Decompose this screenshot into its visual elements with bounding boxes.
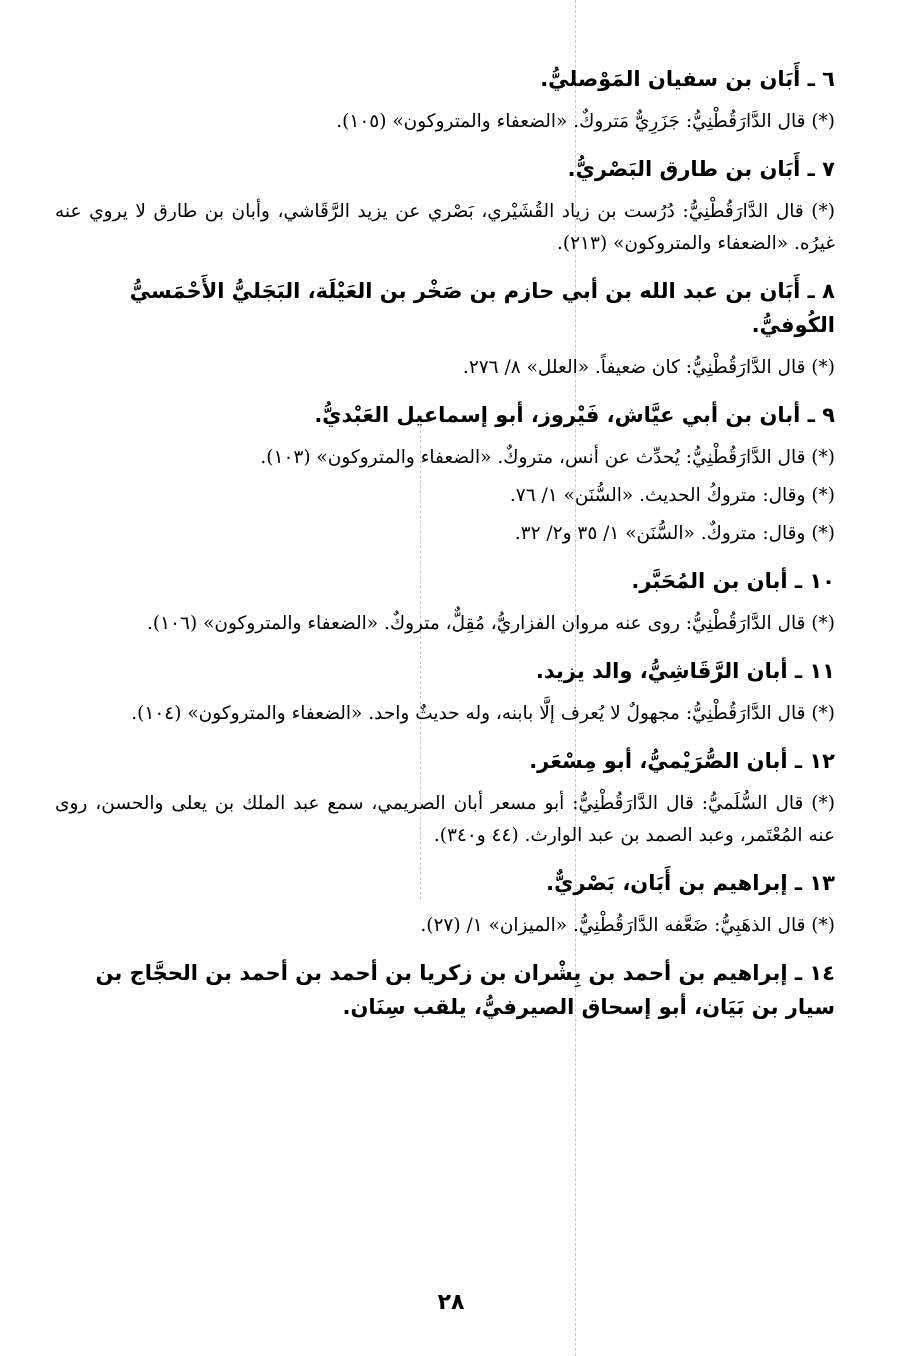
narrator-entry <box>55 654 835 730</box>
narrator-entry <box>55 62 835 138</box>
entry-citation: (*) قال الدَّارَقُطْنِيُّ: جَزَرِيٌّ مَتروكٌ. «الضعفاء والمتروكون» (١٠٥). <box>336 111 835 132</box>
entry-heading: ١٠ ـ أبان بن المُحَبَّر. <box>631 569 835 593</box>
entry-citation: (*) وقال: متروكٌ. «السُّنَن» ١/ ٣٥ و٢/ ٣٢. <box>514 523 835 544</box>
entry-citation: (*) قال السُّلَميُّ: قال الدَّارَقُطْنِيُّ: أبو مسعر أبان الصريمي، سمع عبد الملك بن يعلى والحسن، روى عنه المُعْتَمر، وعبد الصمد بن عبد الوارث. (٤٤ و٣٤٠). <box>55 793 835 846</box>
entry-heading: ٧ ـ أَبَان بن طارق البَصْريُّ. <box>567 157 835 181</box>
entry-citation: (*) قال الدَّارَقُطْنِيُّ: روى عنه مروان الفزاريُّ، مُقِلٌّ، متروكٌ. «الضعفاء والمتروكون» (١٠٦). <box>147 613 835 634</box>
narrator-entry <box>55 152 835 260</box>
narrator-entry <box>55 866 835 942</box>
entry-citation: (*) قال الدَّارَقُطْنِيُّ: يُحدِّث عن أنس، متروكٌ. «الضعفاء والمتروكون» (١٠٣). <box>260 447 835 468</box>
page-number: ٢٨ <box>437 1290 465 1315</box>
entry-heading: ١١ ـ أبان الرَّقَاشِيُّ، والد يزيد. <box>535 659 835 683</box>
narrator-entry <box>55 956 835 1024</box>
entry-heading: ١٤ ـ إبراهيم بن أحمد بن بِشْران بن زكريا بن أحمد بن أحمد بن الحجَّاج بن سيار بن بَيَان، أبو إسحاق الصيرفيُّ، يلقب سِنَان. <box>95 961 835 1019</box>
entry-citation: (*) وقال: متروكُ الحديث. «السُّنَن» ١/ ٧٦. <box>509 485 835 506</box>
narrator-entry <box>55 744 835 852</box>
entry-citation: (*) قال الذهَبِيُّ: ضَعَّفه الدَّارَقُطْنِيُّ. «الميزان» ١/ (٢٧). <box>420 915 835 936</box>
entry-citation: (*) قال الدَّارَقُطْنِيُّ: دُرُست بن زياد القُشَيْري، بَصْري عن يزيد الرَّقَاشي، وأبان بن طارق لا يروي عنه غيرُه. «الضعفاء والمتروكون» (٢١٣). <box>55 201 835 254</box>
entry-heading: ٦ ـ أَبَان بن سفيان المَوْصليُّ. <box>540 67 835 91</box>
entry-heading: ٨ ـ أَبَان بن عبد الله بن أبي حازم بن صَخْر بن العَيْلَة، البَجَليُّ الأَحْمَسيُّ الكُوفيُّ. <box>129 279 835 337</box>
entry-citation: (*) قال الدَّارَقُطْنِيُّ: مجهولٌ لا يُعرف إلَّا بابنه، وله حديثٌ واحد. «الضعفاء والمتروكون» (١٠٤). <box>131 703 835 724</box>
entry-heading: ١٢ ـ أبان الصُّرَيْميُّ، أبو مِسْعَر. <box>529 749 835 773</box>
narrator-entry <box>55 274 835 384</box>
entry-heading: ١٣ ـ إبراهيم بن أَبَان، بَصْريٌّ. <box>546 871 835 895</box>
entry-citation: (*) قال الدَّارَقُطْنِيُّ: كان ضعيفاً. «العلل» ٨/ ٢٧٦. <box>462 357 835 378</box>
entry-heading: ٩ ـ أبان بن أبي عيَّاش، فَيْروز، أبو إسماعيل العَبْديُّ. <box>314 403 835 427</box>
narrator-entry <box>55 564 835 640</box>
narrator-entry <box>55 398 835 550</box>
book-page <box>55 62 835 1038</box>
